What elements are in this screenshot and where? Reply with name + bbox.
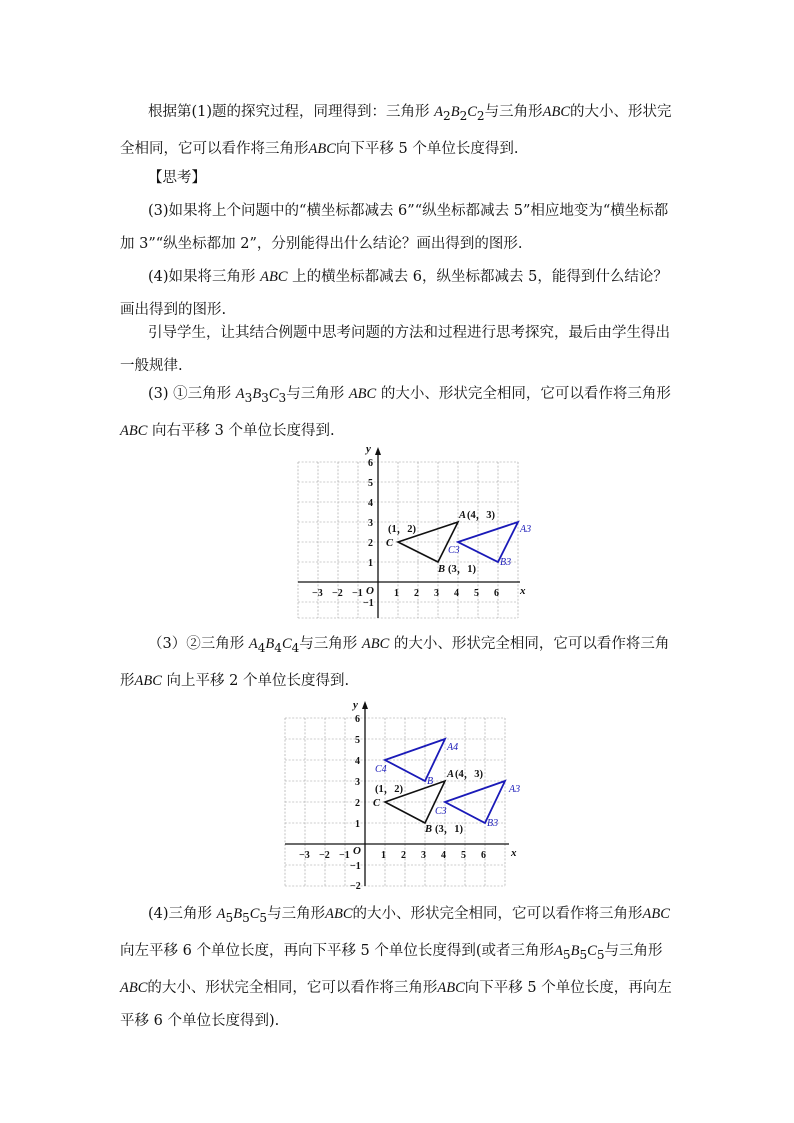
point-b-coord: (3，1) xyxy=(448,564,476,575)
point-a-label: A xyxy=(447,769,455,780)
text: 向左平移 6 个单位长度，再向下平移 5 个单位长度得到(或者三角形 xyxy=(120,942,555,959)
guide-paragraph xyxy=(120,317,680,383)
x-tick: 4 xyxy=(441,850,446,861)
italic-letter: B xyxy=(265,636,275,652)
x-tick: 3 xyxy=(434,588,439,599)
question-3 xyxy=(120,195,680,261)
text: 的大小、形状完全相同，它可以看作将三角形 xyxy=(352,906,643,922)
italic-abc: ABC xyxy=(120,979,148,996)
text: 的大小、形状完全相同，它可以看作将三角形 xyxy=(120,104,672,157)
point-b4-label: B xyxy=(427,776,434,787)
italic-abc: ABC xyxy=(542,104,570,120)
italic-letter: C xyxy=(268,386,279,402)
x-tick: −3 xyxy=(299,850,310,861)
text: 的大小、形状完全相同，它可以看作将三角形 xyxy=(376,386,671,402)
text: 向下平移 5 个单位长度，再向左平移 6 个单位长度得到). xyxy=(120,979,672,1029)
italic-abc: ABC xyxy=(348,386,377,402)
text: 与三角形 xyxy=(299,636,362,652)
answer-3-part-1 xyxy=(120,378,680,448)
point-b-coord: (3，1) xyxy=(435,824,463,835)
y-tick-labels xyxy=(350,714,361,892)
y-tick: 6 xyxy=(368,458,373,469)
point-c-coord: (1，2) xyxy=(388,524,416,535)
subscript: 4 xyxy=(274,640,282,655)
subscript: 5 xyxy=(562,947,571,962)
triangle-a3b3c3 xyxy=(445,781,505,823)
italic-abc: ABC xyxy=(325,906,353,922)
origin-label: O xyxy=(366,585,374,597)
italic-abc: ABC xyxy=(134,672,162,689)
y-tick: −2 xyxy=(350,881,361,892)
x-tick: −2 xyxy=(332,588,343,599)
point-c-coord: (1，2) xyxy=(375,784,403,795)
x-tick: 5 xyxy=(474,588,479,599)
x-tick: 1 xyxy=(394,588,399,599)
subscript: 2 xyxy=(476,108,485,123)
grid-lines xyxy=(298,462,518,618)
y-tick: 3 xyxy=(355,777,360,788)
grid-lines xyxy=(285,718,505,886)
italic-letter: C xyxy=(467,104,477,120)
text: 向下平移 5 个单位长度得到. xyxy=(335,140,519,157)
text: 与三角形 xyxy=(604,942,663,959)
text: (4)如果将三角形 xyxy=(148,269,261,285)
point-a4-label: A4 xyxy=(447,742,459,753)
subscript: 5 xyxy=(579,947,588,962)
subscript: 5 xyxy=(259,910,268,925)
x-tick-labels xyxy=(312,588,499,599)
think-heading xyxy=(120,162,680,195)
text: 上的横坐标都减去 6，纵坐标都减去 5，能得到什么结论？画出得到的图形. xyxy=(120,269,668,318)
answer-3-part-2 xyxy=(120,628,680,698)
y-tick: 1 xyxy=(368,558,373,569)
text: 与三角形 xyxy=(267,906,326,922)
point-c-label: C xyxy=(373,798,381,809)
italic-letter: C xyxy=(249,906,260,922)
italic-letter: B xyxy=(570,942,580,959)
y-tick: −1 xyxy=(363,598,374,609)
subscript: 5 xyxy=(225,910,234,925)
y-tick: 3 xyxy=(368,518,373,529)
point-a3-label: A3 xyxy=(509,784,521,795)
x-tick: 2 xyxy=(414,588,419,599)
x-tick: −1 xyxy=(339,850,350,861)
y-tick: 1 xyxy=(355,819,360,830)
text: (3)如果将上个问题中的“横坐标都减去 6”“纵坐标都减去 5”相应地变为“横坐标都加 3”“纵坐标都加 2”，分别能得出什么结论？画出得到的图形. xyxy=(120,203,669,252)
italic-letter: A xyxy=(554,942,563,959)
text: 与三角形 xyxy=(286,386,349,402)
y-axis-label: y xyxy=(353,699,358,711)
subscript: 3 xyxy=(244,390,253,405)
x-tick: 2 xyxy=(401,850,406,861)
y-tick: 6 xyxy=(355,714,360,725)
point-c4-label: C4 xyxy=(375,764,387,775)
coordinate-graph-2 xyxy=(283,698,519,892)
point-b3-label: B3 xyxy=(500,557,512,568)
x-axis-label: x xyxy=(520,585,526,597)
italic-letter: A xyxy=(216,906,226,922)
text: （3）②三角形 xyxy=(148,636,249,652)
text: 的大小、形状完全相同，它可以看作将三角形 xyxy=(147,979,438,996)
y-tick: −1 xyxy=(350,861,361,872)
x-tick: 5 xyxy=(461,850,466,861)
point-b-label: B xyxy=(425,824,433,835)
italic-letter: A xyxy=(235,386,245,402)
x-tick: −2 xyxy=(319,850,330,861)
paragraph-derivation xyxy=(120,96,680,166)
italic-abc: ABC xyxy=(120,422,148,439)
text: (3) ①三角形 xyxy=(148,386,236,402)
y-tick: 4 xyxy=(368,498,373,509)
subscript: 4 xyxy=(291,640,300,655)
point-a-label: A xyxy=(459,510,467,521)
y-axis-label: y xyxy=(366,443,371,455)
point-a3-label: A3 xyxy=(520,524,532,535)
x-tick: −1 xyxy=(352,588,363,599)
text: (4)三角形 xyxy=(148,906,217,922)
italic-abc: ABC xyxy=(308,140,336,157)
italic-letter: A xyxy=(434,104,444,120)
x-tick: −3 xyxy=(312,588,323,599)
text: 的大小、形状完全相同，它可以看作将三角形 xyxy=(120,636,670,689)
italic-abc: ABC xyxy=(361,636,390,652)
italic-letter: C xyxy=(587,942,597,959)
x-tick: 3 xyxy=(421,850,426,861)
answer-4 xyxy=(120,898,680,1038)
text: 向上平移 2 个单位长度得到. xyxy=(161,672,350,689)
italic-letter: C xyxy=(281,636,292,652)
x-tick: 1 xyxy=(381,850,386,861)
italic-letter: B xyxy=(252,386,262,402)
x-tick-labels xyxy=(299,850,486,861)
subscript: 3 xyxy=(261,390,269,405)
italic-abc: ABC xyxy=(642,906,670,922)
triangle-a3b3c3 xyxy=(458,522,518,562)
subscript: 4 xyxy=(257,640,266,655)
point-a-coord: (4，3) xyxy=(467,510,495,521)
point-c-label: C xyxy=(386,538,394,549)
italic-abc: ABC xyxy=(260,269,288,285)
italic-letter: B xyxy=(450,104,460,120)
y-tick: 4 xyxy=(355,756,360,767)
text: 引导学生，让其结合例题中思考问题的方法和过程进行思考探究，最后由学生得出一般规律. xyxy=(120,325,670,374)
y-tick: 5 xyxy=(368,478,373,489)
point-c3-label: C3 xyxy=(435,806,447,817)
subscript: 5 xyxy=(242,910,250,925)
italic-letter: B xyxy=(233,906,243,922)
subscript: 2 xyxy=(459,108,468,123)
text: 根据第(1)题的探究过程，同理得到：三角形 xyxy=(148,104,435,120)
heading-text: 【思考】 xyxy=(148,170,206,186)
y-tick: 5 xyxy=(355,735,360,746)
italic-letter: A xyxy=(248,636,258,652)
origin-label: O xyxy=(353,845,361,857)
italic-abc: ABC xyxy=(437,979,465,996)
subscript: 3 xyxy=(278,390,287,405)
subscript: 2 xyxy=(443,108,451,123)
point-b3-label: B3 xyxy=(487,818,499,829)
text: 向右平移 3 个单位长度得到. xyxy=(147,422,335,439)
x-axis-label: x xyxy=(511,847,517,859)
text: 与三角形 xyxy=(484,104,543,120)
x-tick: 6 xyxy=(494,588,499,599)
coordinate-graph-1 xyxy=(296,443,532,620)
subscript: 5 xyxy=(596,947,605,962)
point-b-label: B xyxy=(438,564,446,575)
y-tick: 2 xyxy=(355,798,360,809)
x-tick: 6 xyxy=(481,850,486,861)
x-tick: 4 xyxy=(454,588,459,599)
point-a-coord: (4，3) xyxy=(455,769,483,780)
y-tick: 2 xyxy=(368,538,373,549)
point-c3-label: C3 xyxy=(448,545,460,556)
